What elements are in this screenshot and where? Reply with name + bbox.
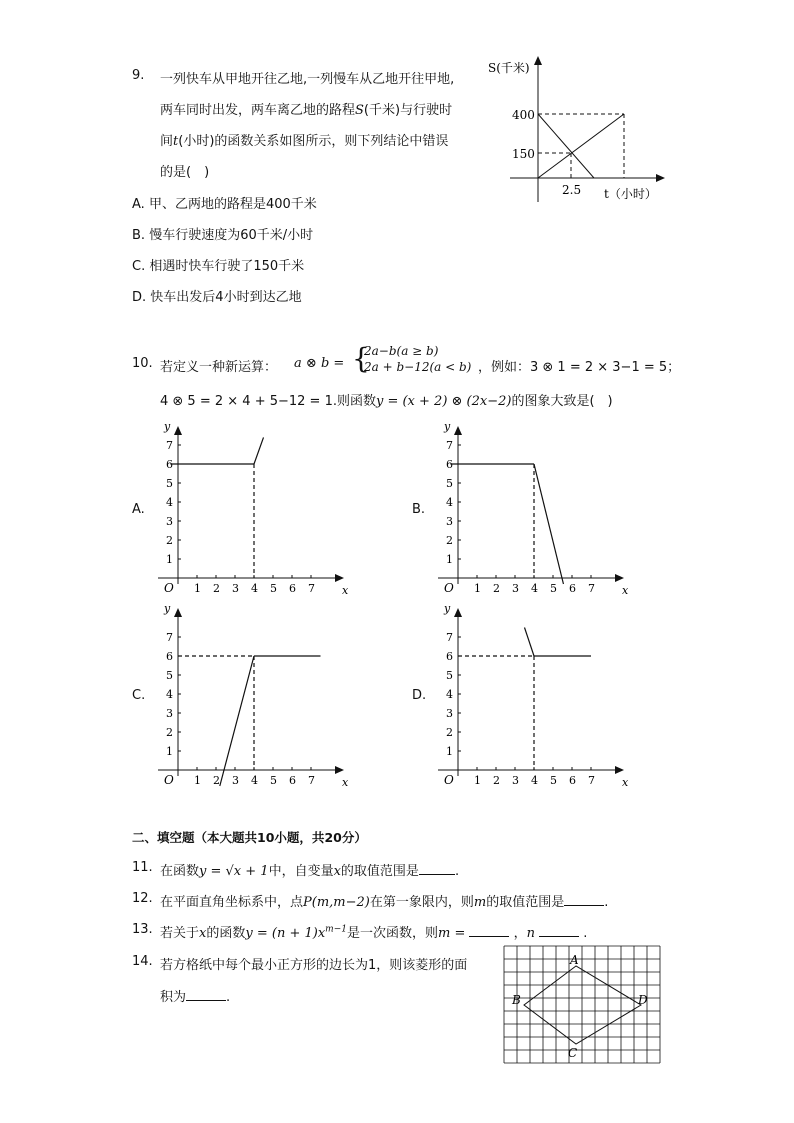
x-axis-arrow [615, 766, 624, 774]
q13-text [160, 922, 587, 941]
section2-mid: 小题，共 [274, 830, 325, 845]
x-tick-label: 3 [232, 582, 239, 595]
q14-label-b: B [512, 993, 521, 1007]
x-tick-label: 5 [550, 774, 557, 787]
q10-number: 10. [132, 356, 153, 371]
q10-op-a: a [294, 356, 302, 371]
y-tick-label: 2 [446, 726, 453, 739]
x-axis-label: x [622, 776, 629, 789]
option-text: 相遇时快车行驶了150千米 [149, 259, 305, 274]
q10-graph-b [430, 418, 640, 598]
q14-answer-blank[interactable] [186, 988, 226, 1001]
graph-segment-falling [525, 628, 535, 657]
q13-b: 的函数 [206, 926, 246, 941]
y-tick-label: 1 [166, 745, 173, 758]
origin-label: O [444, 581, 454, 595]
q10-case1: 2a−b(a ≥ b) [364, 344, 439, 358]
q11-number: 11. [132, 860, 153, 875]
x-tick-label: 6 [569, 582, 576, 595]
option-label: C. [132, 259, 146, 274]
y-tick-label: 1 [446, 553, 453, 566]
y-tick-label: 5 [446, 669, 453, 682]
y-tick-label: 5 [446, 477, 453, 490]
q11-answer-blank[interactable] [419, 862, 455, 875]
y-tick-label: 4 [446, 496, 453, 509]
q14-line2 [160, 986, 230, 1005]
q13-var: x [199, 926, 207, 941]
y-tick-label: 2 [446, 534, 453, 547]
q10-graph-b-label: B. [412, 502, 426, 517]
y-tick-label: 4 [446, 688, 453, 701]
section2-title-a: 二、填空题（本大题共 [132, 830, 258, 845]
q9-option-c [132, 255, 304, 274]
q9-x-tick-25: 2.5 [562, 183, 582, 197]
q14-label-c: C [568, 1046, 578, 1060]
q11-c: 的取值范围是 [340, 864, 419, 879]
q10-op-sym: ⊗ [305, 356, 317, 371]
y-tick-label: 6 [166, 650, 173, 663]
q14-grid [504, 946, 660, 1063]
option-text: 快车出发后4小时到达乙地 [150, 290, 302, 305]
q9-line3 [160, 130, 448, 149]
x-tick-label: 1 [474, 774, 481, 787]
q13-sep: ， [513, 926, 527, 941]
q14-label-a: A [570, 953, 579, 967]
x-tick-label: 7 [308, 774, 315, 787]
y-tick-label: 6 [446, 458, 453, 471]
q10-op-b: b [320, 356, 330, 371]
q9-y-axis-label: S(千米) [488, 61, 530, 75]
x-tick-label: 2 [213, 582, 220, 595]
x-tick-label: 3 [232, 774, 239, 787]
q9-line2 [160, 99, 452, 118]
q14-line1: 若方格纸中每个最小正方形的边长为1，则该菱形的面 [160, 958, 468, 973]
q9-x-axis-label: t（小时） [604, 187, 657, 201]
q11-b: 中，自变量 [268, 864, 334, 879]
q10-op-eq: = [333, 356, 345, 371]
origin-label: O [444, 773, 454, 787]
y-axis-label: y [444, 602, 451, 615]
q9-var-s: S [355, 103, 364, 118]
q9-var-t: t [173, 134, 179, 149]
q12-var: m [473, 895, 487, 910]
q12-b: 在第一象限内，则 [369, 895, 474, 910]
origin-label: O [164, 773, 174, 787]
q9-line3a: 间 [160, 134, 174, 149]
q10-graph-d [430, 600, 640, 789]
y-tick-label: 3 [446, 515, 453, 528]
q12-a: 在平面直角坐标系中，点 [160, 895, 304, 910]
x-tick-label: 5 [270, 774, 277, 787]
y-tick-label: 7 [446, 439, 453, 452]
q9-line2b: (千米)与行驶时 [363, 103, 453, 118]
q9-graph [480, 52, 680, 212]
q9-line1: 一列快车从甲地开往乙地,一列慢车从乙地开往甲地, [160, 72, 455, 87]
q13-func: y = (n + 1)x [245, 926, 326, 941]
x-tick-label: 6 [569, 774, 576, 787]
y-tick-label: 3 [166, 707, 173, 720]
option-label: D. [132, 290, 147, 305]
q10-example: ，例如：3 ⊗ 1 = 2 × 3−1 = 5； [478, 360, 681, 375]
q9-option-d [132, 286, 302, 305]
y-axis-label: y [164, 602, 171, 615]
x-tick-label: 1 [194, 774, 201, 787]
x-tick-label: 6 [289, 774, 296, 787]
x-axis-label: x [342, 776, 349, 789]
q11-a: 在函数 [160, 864, 200, 879]
q10-graph-a [150, 418, 360, 598]
y-tick-label: 2 [166, 534, 173, 547]
y-tick-label: 6 [166, 458, 173, 471]
q11-var: x [333, 864, 341, 879]
y-axis-label: y [444, 420, 451, 433]
q14-label-d: D [638, 993, 648, 1007]
q14-number: 14. [132, 954, 153, 969]
y-tick-label: 7 [166, 631, 173, 644]
q12-d: . [604, 895, 609, 910]
x-tick-label: 5 [550, 582, 557, 595]
x-tick-label: 1 [474, 582, 481, 595]
x-tick-label: 7 [588, 582, 595, 595]
y-axis-label: y [164, 420, 171, 433]
x-tick-label: 5 [270, 582, 277, 595]
q10-line2a: 4 ⊗ 5 = 2 × 4 + 5−12 = 1.则函数 [160, 394, 376, 409]
q12-c: 的取值范围是 [486, 895, 565, 910]
x-tick-label: 4 [251, 582, 258, 595]
q10-intro: 若定义一种新运算： [160, 360, 278, 375]
q12-answer-blank[interactable] [564, 893, 604, 906]
option-text: 甲、乙两地的路程是400千米 [148, 197, 317, 212]
q13-number: 13. [132, 922, 153, 937]
q9-line-fast [538, 114, 594, 178]
q9-line-slow [538, 114, 624, 178]
q11-text [160, 860, 459, 879]
q10-case2: 2a + b−12(a < b) [364, 360, 472, 374]
section2-title [132, 828, 367, 846]
q11-func: y = √x + 1 [199, 864, 269, 879]
q10-func: y = (x + 2) ⊗ (2x−2) [375, 394, 512, 409]
q10-line2b: 的图象大致是( ) [511, 394, 613, 409]
q9-line3b: (小时)的函数关系如图所示，则下列结论中错误 [178, 134, 449, 149]
q9-line4: 的是( ) [160, 165, 210, 180]
q10-line2 [160, 390, 613, 409]
q14-d: . [226, 990, 231, 1005]
section2-end: 分） [341, 830, 367, 845]
q9-y-arrow [534, 56, 542, 65]
q9-y-tick-150: 150 [512, 147, 535, 161]
y-tick-label: 1 [166, 553, 173, 566]
x-tick-label: 6 [289, 582, 296, 595]
q9-y-tick-400: 400 [512, 108, 535, 122]
x-axis-label: x [342, 584, 349, 597]
x-tick-label: 7 [588, 774, 595, 787]
option-text: 慢车行驶速度为60千米/小时 [149, 228, 314, 243]
q13-c: 是一次函数，则 [346, 926, 438, 941]
y-axis-arrow [454, 608, 462, 617]
q9-number: 9. [132, 68, 145, 83]
graph-segment-falling [534, 464, 563, 584]
y-tick-label: 5 [166, 669, 173, 682]
q10-graph-c-label: C. [132, 688, 146, 703]
y-axis-arrow [174, 426, 182, 435]
option-label: A. [132, 197, 145, 212]
q9-option-a [132, 193, 317, 212]
q10-graph-c [150, 600, 360, 789]
q9-option-b [132, 224, 313, 243]
x-axis-label: x [622, 584, 629, 597]
q13-m-eq: m = [437, 926, 466, 941]
q13-a: 若关于 [160, 926, 200, 941]
q9-line2a: 两车同时出发，两车离乙地的路程 [160, 103, 356, 118]
x-tick-label: 4 [531, 774, 538, 787]
graph-segment-rising [254, 437, 264, 464]
section2-count1: 10 [257, 830, 275, 845]
x-tick-label: 2 [213, 774, 220, 787]
q10-graph-d-label: D. [412, 688, 427, 703]
q10-operation [294, 356, 344, 371]
x-axis-arrow [335, 766, 344, 774]
y-tick-label: 3 [446, 707, 453, 720]
q9-x-arrow [656, 174, 665, 182]
x-tick-label: 2 [493, 774, 500, 787]
y-axis-arrow [174, 608, 182, 617]
q13-m-blank[interactable] [469, 924, 509, 937]
q13-n-blank[interactable] [539, 924, 579, 937]
q14-grid-figure [504, 946, 664, 1066]
section2-count2: 20 [324, 830, 342, 845]
y-tick-label: 4 [166, 496, 173, 509]
y-tick-label: 3 [166, 515, 173, 528]
q13-d: . [583, 926, 588, 941]
x-tick-label: 4 [251, 774, 258, 787]
y-tick-label: 1 [446, 745, 453, 758]
q14-rhombus [524, 966, 641, 1044]
y-tick-label: 7 [166, 439, 173, 452]
y-tick-label: 7 [446, 631, 453, 644]
x-tick-label: 3 [512, 774, 519, 787]
graph-segment-rising [220, 656, 254, 786]
x-tick-label: 7 [308, 582, 315, 595]
y-tick-label: 6 [446, 650, 453, 663]
y-tick-label: 4 [166, 688, 173, 701]
option-label: B. [132, 228, 146, 243]
q13-exp: m−1 [325, 924, 347, 935]
x-tick-label: 3 [512, 582, 519, 595]
q12-point: P(m,m−2) [303, 895, 370, 910]
x-tick-label: 2 [493, 582, 500, 595]
q10-graph-a-label: A. [132, 502, 145, 517]
q14-line2-text: 积为 [160, 990, 187, 1005]
q10-brace: { [352, 342, 370, 375]
origin-label: O [164, 581, 174, 595]
y-tick-label: 5 [166, 477, 173, 490]
x-axis-arrow [615, 574, 624, 582]
q12-text [160, 891, 608, 910]
q12-number: 12. [132, 891, 153, 906]
y-axis-arrow [454, 426, 462, 435]
x-axis-arrow [335, 574, 344, 582]
y-tick-label: 2 [166, 726, 173, 739]
q13-n-eq: n [526, 926, 536, 941]
q11-d: . [454, 864, 460, 879]
x-tick-label: 1 [194, 582, 201, 595]
x-tick-label: 4 [531, 582, 538, 595]
